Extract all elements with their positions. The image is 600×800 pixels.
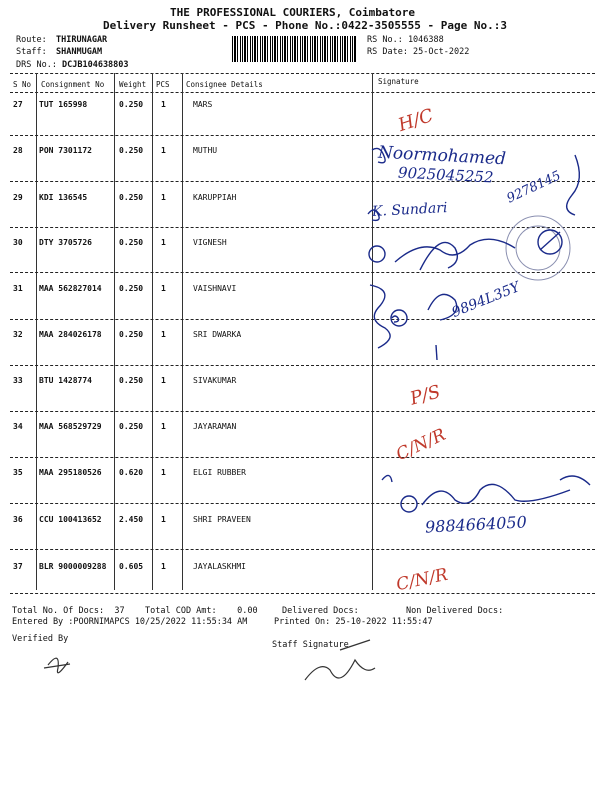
table-row	[0, 468, 600, 512]
verified-signature	[44, 658, 70, 673]
row-separator	[10, 135, 595, 136]
row-consignment: BTU 1428774	[39, 376, 92, 385]
row-weight: 0.250	[119, 100, 144, 109]
col-sno: S No	[13, 80, 32, 89]
row-separator	[10, 411, 595, 412]
row-pcs: 1	[161, 468, 166, 477]
barcode	[232, 36, 357, 62]
table-row	[0, 376, 600, 420]
col-weight: Weight	[119, 80, 147, 89]
total-docs: Total No. Of Docs: 37	[12, 606, 125, 616]
row-consignee: MARS	[193, 100, 213, 109]
row-pcs: 1	[161, 193, 166, 202]
rs-number: RS No.: 1046388	[367, 35, 444, 45]
staff-value: SHANMUGAM	[56, 47, 103, 57]
row-pcs: 1	[161, 284, 166, 293]
staff-label: Staff:	[16, 47, 47, 57]
total-cod: Total COD Amt: 0.00	[145, 606, 258, 616]
delivered-docs: Delivered Docs:	[282, 606, 359, 616]
row-consignee: SRI DWARKA	[193, 330, 242, 339]
table-row	[0, 330, 600, 374]
row-separator	[10, 365, 595, 366]
table-row	[0, 100, 600, 144]
handwritten-number-row32: 9894L35Y	[449, 279, 523, 321]
row-weight: 2.450	[119, 515, 144, 524]
row-consignment: TUT 165998	[39, 100, 88, 109]
row-consignment: DTY 3705726	[39, 238, 92, 247]
row-weight: 0.250	[119, 193, 144, 202]
handwritten-phone-row36: 9884664050	[424, 512, 528, 537]
table-row	[0, 146, 600, 190]
row-sno: 34	[13, 422, 23, 431]
header-bottom-rule	[10, 92, 595, 93]
row-separator	[10, 549, 595, 550]
row-sno: 37	[13, 562, 23, 571]
row-weight: 0.250	[119, 330, 144, 339]
row-sno: 35	[13, 468, 23, 477]
row-separator	[10, 272, 595, 273]
row-sno: 32	[13, 330, 23, 339]
row-pcs: 1	[161, 146, 166, 155]
row-pcs: 1	[161, 330, 166, 339]
row-sno: 28	[13, 146, 23, 155]
table-row	[0, 238, 600, 282]
drs-label: DRS No.:	[16, 60, 57, 70]
row-consignment: BLR 9000009288	[39, 562, 107, 571]
row-consignment: PON 7301172	[39, 146, 92, 155]
row-weight: 0.250	[119, 376, 144, 385]
row-sno: 31	[13, 284, 23, 293]
staff-signature-label: Staff Signature	[272, 640, 349, 650]
col-pcs: PCS	[156, 80, 170, 89]
row-consignment: CCU 100413652	[39, 515, 102, 524]
company-title: THE PROFESSIONAL COURIERS, Coimbatore	[170, 6, 416, 19]
row-sno: 29	[13, 193, 23, 202]
col-signature: Signature	[378, 77, 419, 86]
handwritten-name-sundari: K. Sundari	[371, 200, 448, 220]
row-consignee: JAYARAMAN	[193, 422, 237, 431]
row-weight: 0.605	[119, 562, 144, 571]
row-consignee: ELGI RUBBER	[193, 468, 246, 477]
row-consignment: MAA 284026178	[39, 330, 102, 339]
row-consignee: JAYALASKHMI	[193, 562, 246, 571]
row-consignment: KDI 136545	[39, 193, 88, 202]
row-consignment: MAA 295180526	[39, 468, 102, 477]
row-consignee: MUTHU	[193, 146, 218, 155]
handwritten-cnr-row34: C/N/R	[393, 424, 449, 466]
handwritten-cnr-row37: C/N/R	[394, 564, 450, 596]
drs-value: DCJB104638803	[62, 60, 129, 70]
row-separator	[10, 181, 595, 182]
row-separator	[10, 503, 595, 504]
header-top-rule	[10, 73, 595, 74]
col-consignee: Consignee Details	[186, 80, 263, 89]
row-sno: 27	[13, 100, 23, 109]
row-consignment: MAA 562827014	[39, 284, 102, 293]
row-sno: 36	[13, 515, 23, 524]
row-pcs: 1	[161, 515, 166, 524]
row-consignee: SIVAKUMAR	[193, 376, 237, 385]
row-consignment: MAA 568529729	[39, 422, 102, 431]
row-pcs: 1	[161, 562, 166, 571]
printed-on: Printed On: 25-10-2022 11:55:47	[274, 617, 433, 627]
row-weight: 0.250	[119, 238, 144, 247]
row-separator	[10, 319, 595, 320]
table-bottom-rule	[10, 593, 595, 594]
row-pcs: 1	[161, 376, 166, 385]
rs-date: RS Date: 25-Oct-2022	[367, 47, 470, 57]
route-label: Route:	[16, 35, 47, 45]
route-value: THIRUNAGAR	[56, 35, 108, 45]
row-consignee: VIGNESH	[193, 238, 227, 247]
row-separator	[10, 457, 595, 458]
handwritten-name-noormohamed: Noormohamed	[377, 142, 507, 170]
row-weight: 0.250	[119, 422, 144, 431]
entered-by: Entered By :POORNIMAPCS 10/25/2022 11:55:34 AM	[12, 617, 248, 627]
non-delivered-docs: Non Delivered Docs:	[406, 606, 504, 616]
verified-by-label: Verified By	[12, 634, 69, 644]
row-pcs: 1	[161, 100, 166, 109]
row-weight: 0.250	[119, 146, 144, 155]
table-row	[0, 562, 600, 606]
row-separator	[10, 227, 595, 228]
handwritten-number-row29: 9278145	[504, 168, 564, 207]
handwritten-phone-row28: 9025045252	[397, 163, 494, 187]
row-consignee: VAISHNAVI	[193, 284, 237, 293]
col-consignment: Consignment No	[41, 80, 105, 89]
row-sno: 30	[13, 238, 23, 247]
table-row	[0, 422, 600, 466]
row-sno: 33	[13, 376, 23, 385]
handwritten-hc: H/C	[395, 105, 436, 136]
row-consignee: SHRI PRAVEEN	[193, 515, 251, 524]
row-consignee: KARUPPIAH	[193, 193, 237, 202]
row-weight: 0.620	[119, 468, 144, 477]
row-weight: 0.250	[119, 284, 144, 293]
runsheet-title: Delivery Runsheet - PCS - Phone No.:0422-3505555 - Page No.:3	[103, 19, 507, 32]
row-pcs: 1	[161, 422, 166, 431]
handwritten-ps: P/S	[407, 381, 443, 410]
row-pcs: 1	[161, 238, 166, 247]
